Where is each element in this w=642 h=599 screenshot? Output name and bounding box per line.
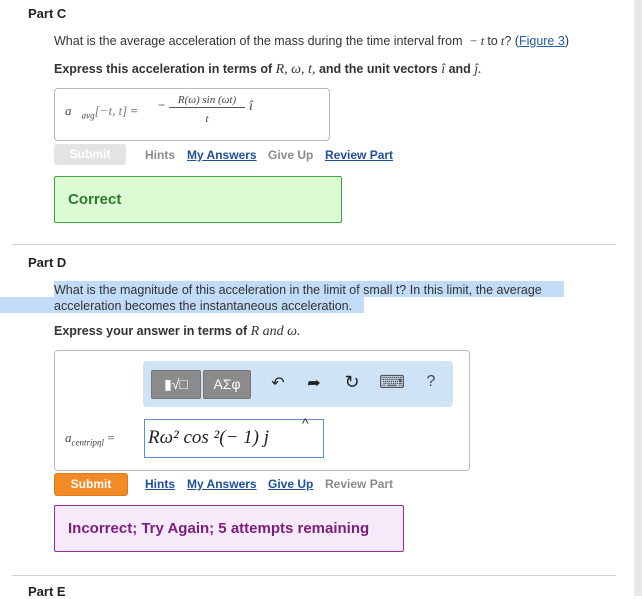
part-c-answer-box: $a⃗_{avg}[-t$, t] = − R(ω) sin (ωt) t î [54, 88, 330, 141]
scrollbar[interactable] [634, 0, 642, 596]
keyboard-icon[interactable]: ⌨ [379, 372, 405, 392]
divider [12, 575, 616, 576]
part-c-hints-link[interactable]: Hints [145, 148, 175, 162]
part-c-submit-button[interactable]: Submit [54, 144, 126, 165]
part-c-my-answers-link[interactable]: My Answers [187, 148, 257, 162]
divider [12, 244, 616, 245]
part-d-title: Part D [28, 255, 67, 270]
math-toolbar [143, 361, 453, 407]
part-c-answer-lhs: $a⃗_{avg}[-t$, t] = [65, 103, 138, 121]
part-c-unit-vector: î [249, 99, 253, 114]
undo-icon[interactable]: ↶ [271, 375, 285, 392]
part-d-answer-box [54, 350, 470, 471]
part-d-question-line1: What is the magnitude of this acceleration in the limit of small t? In this limit, the average [54, 283, 542, 297]
part-d-give-up-link[interactable]: Give Up [268, 477, 314, 491]
part-d-hints-link[interactable]: Hints [145, 477, 175, 491]
part-d-answer-lhs: $a_{centrip\eta l}$ = [65, 430, 115, 448]
templates-button[interactable]: ▮√□ [151, 370, 201, 399]
part-c-give-up-link[interactable]: Give Up [268, 148, 314, 162]
part-d-instruction: Express your answer in terms of R and ω. [54, 324, 301, 339]
part-c-numerator: R(ω) sin (ωt) [169, 94, 245, 108]
part-d-my-answers-link[interactable]: My Answers [187, 477, 257, 491]
part-c-denominator: t [205, 113, 209, 125]
reset-icon[interactable]: ↻ [344, 372, 360, 392]
part-c-title: Part C [28, 6, 67, 21]
greek-symbols-button[interactable]: ΑΣφ [203, 370, 251, 399]
part-d-review-part-link[interactable]: Review Part [325, 477, 394, 491]
part-c-review-part-link[interactable]: Review Part [325, 148, 394, 162]
part-c-question: What is the average acceleration of the mass during the time interval from − t to t? (Figure 3) [54, 34, 569, 48]
figure-3-link[interactable]: Figure 3 [518, 34, 565, 48]
redo-icon[interactable]: ➦ [307, 375, 321, 392]
caret-icon: ^ [302, 415, 309, 431]
part-c-feedback-correct: Correct [54, 176, 342, 223]
part-d-submit-button[interactable]: Submit [54, 473, 128, 496]
part-e-title: Part E [28, 584, 66, 599]
help-icon[interactable]: ? [426, 373, 436, 390]
part-d-feedback-incorrect: Incorrect; Try Again; 5 attempts remaining [54, 505, 404, 552]
part-d-question-line2: acceleration becomes the instantaneous acceleration. [54, 299, 353, 313]
part-d-answer-input[interactable]: Rω² cos ²(− 1) j [144, 419, 324, 458]
part-c-instruction: Express this acceleration in terms of R, ω, t, and the unit vectors î and ĵ. [54, 62, 482, 77]
